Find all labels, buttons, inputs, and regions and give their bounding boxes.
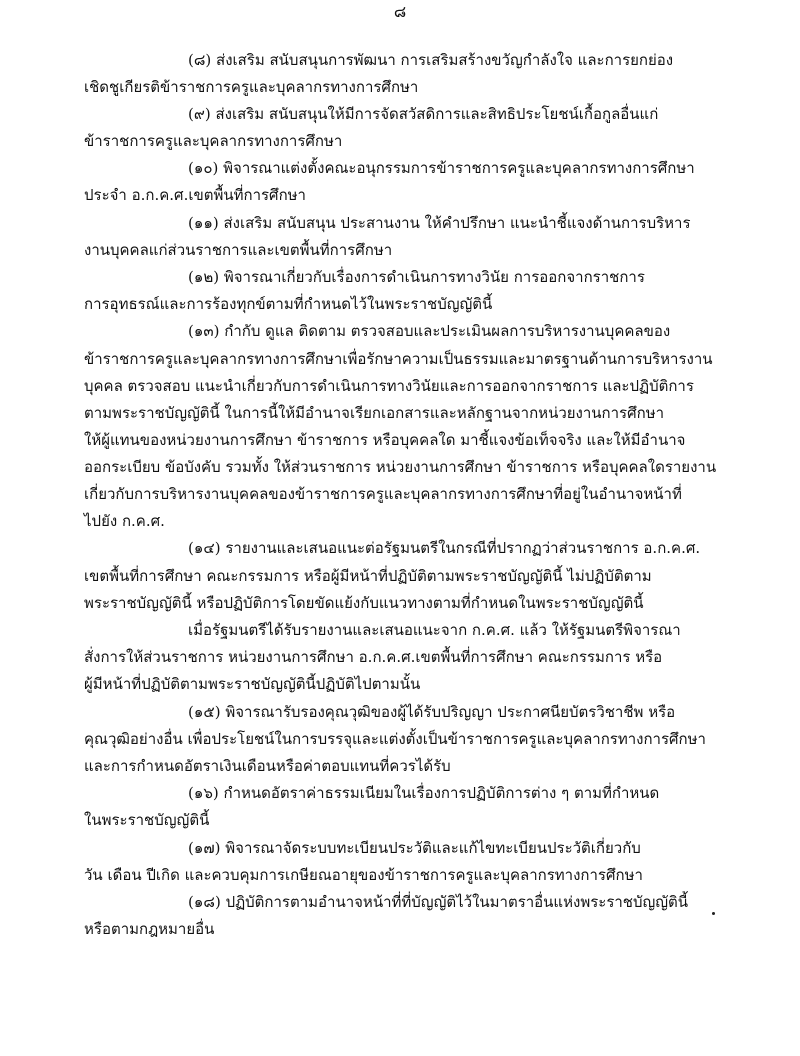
paragraph-17-line-2: วัน เดือน ปีเกิด และควบคุมการเกษียณอายุของข้าราชการครูและบุคลากรทางการศึกษา xyxy=(84,866,643,884)
paragraph-15-line-2: คุณวุฒิอย่างอื่น เพื่อประโยชน์ในการบรรจุและแต่งตั้งเป็นข้าราชการครูและบุคลากรทางการศึกษา xyxy=(84,730,706,748)
paragraph-11-line-2: งานบุคคลแก่ส่วนราชการและเขตพื้นที่การศึกษา xyxy=(84,241,393,259)
paragraph-14-line-1: (๑๔) รายงานและเสนอแนะต่อรัฐมนตรีในกรณีที่ปรากฏว่าส่วนราชการ อ.ก.ค.ศ. xyxy=(188,539,701,557)
paragraph-16-line-2: ในพระราชบัญญัตินี้ xyxy=(84,811,210,829)
paragraph-12-line-2: การอุทธรณ์และการร้องทุกข์ตามที่กำหนดไว้ในพระราชบัญญัตินี้ xyxy=(84,295,493,313)
paragraph-14-line-2: เขตพื้นที่การศึกษา คณะกรรมการ หรือผู้มีหน้าที่ปฏิบัติตามพระราชบัญญัตินี้ ไม่ปฏิบัติตาม xyxy=(84,567,652,585)
paragraph-17-line-1: (๑๗) พิจารณาจัดระบบทะเบียนประวัติและแก้ไขทะเบียนประวัติเกี่ยวกับ xyxy=(188,839,641,857)
paragraph-13-line-5: ให้ผู้แทนของหน่วยงานการศึกษา ข้าราชการ หรือบุคคลใด มาชี้แจงข้อเท็จจริง และให้มีอำนาจ xyxy=(84,431,686,449)
paragraph-12-line-1: (๑๒) พิจารณาเกี่ยวกับเรื่องการดำเนินการทางวินัย การออกจากราชการ xyxy=(188,268,645,286)
paragraph-15-line-3: และการกำหนดอัตราเงินเดือนหรือค่าตอบแทนที่ควรได้รับ xyxy=(84,757,451,775)
paragraph-13-line-3: บุคคล ตรวจสอบ แนะนำเกี่ยวกับการดำเนินการทางวินัยและการออกจากราชการ และปฏิบัติการ xyxy=(84,377,694,395)
paragraph-14b-line-3: ผู้มีหน้าที่ปฏิบัติตามพระราชบัญญัตินี้ปฏิบัติไปตามนั้น xyxy=(84,675,421,693)
paragraph-13-line-1: (๑๓) กำกับ ดูแล ติดตาม ตรวจสอบและประเมินผลการบริหารงานบุคคลของ xyxy=(188,322,671,340)
paragraph-8-line-1: (๘) ส่งเสริม สนับสนุนการพัฒนา การเสริมสร้างขวัญกำลังใจ และการยกย่อง xyxy=(188,51,674,69)
paragraph-18-line-2: หรือตามกฎหมายอื่น xyxy=(84,920,215,938)
paragraph-15-line-1: (๑๕) พิจารณารับรองคุณวุฒิของผู้ได้รับปริญญา ประกาศนียบัตรวิชาชีพ หรือ xyxy=(188,703,676,721)
paragraph-14b-line-2: สั่งการให้ส่วนราชการ หน่วยงานการศึกษา อ.ก.ค.ศ.เขตพื้นที่การศึกษา คณะกรรมการ หรือ xyxy=(84,648,663,666)
paragraph-10-line-2: ประจำ อ.ก.ค.ศ.เขตพื้นที่การศึกษา xyxy=(84,186,306,204)
paragraph-13-line-7: เกี่ยวกับการบริหารงานบุคคลของข้าราชการครูและบุคลากรทางการศึกษาที่อยู่ในอำนาจหน้าที่ xyxy=(84,485,682,503)
page-number: ๘ xyxy=(393,2,407,21)
scan-speck xyxy=(712,912,715,915)
paragraph-18-line-1: (๑๘) ปฏิบัติการตามอำนาจหน้าที่ที่บัญญัติไว้ในมาตราอื่นแห่งพระราชบัญญัตินี้ xyxy=(188,893,689,911)
paragraph-11-line-1: (๑๑) ส่งเสริม สนับสนุน ประสานงาน ให้คำปรึกษา แนะนำชี้แจงด้านการบริหาร xyxy=(188,214,691,232)
paragraph-13-line-8: ไปยัง ก.ค.ศ. xyxy=(84,512,165,530)
paragraph-13-line-4: ตามพระราชบัญญัตินี้ ในการนี้ให้มีอำนาจเรียกเอกสารและหลักฐานจากหน่วยงานการศึกษา xyxy=(84,404,665,422)
paragraph-13-line-6: ออกระเบียบ ข้อบังคับ รวมทั้ง ให้ส่วนราชการ หน่วยงานการศึกษา ข้าราชการ หรือบุคคลใดรายงาน xyxy=(84,458,717,476)
paragraph-10-line-1: (๑๐) พิจารณาแต่งตั้งคณะอนุกรรมการข้าราชการครูและบุคลากรทางการศึกษา xyxy=(188,159,695,177)
paragraph-8-line-2: เชิดชูเกียรติข้าราชการครูและบุคลากรทางการศึกษา xyxy=(84,78,419,96)
paragraph-14-line-3: พระราชบัญญัตินี้ หรือปฏิบัติการโดยขัดแย้งกับแนวทางตามที่กำหนดในพระราชบัญญัตินี้ xyxy=(84,594,644,612)
paragraph-13-line-2: ข้าราชการครูและบุคลากรทางการศึกษาเพื่อรักษาความเป็นธรรมและมาตรฐานด้านการบริหารงาน xyxy=(84,350,713,368)
paragraph-9-line-2: ข้าราชการครูและบุคลากรทางการศึกษา xyxy=(84,132,343,150)
paragraph-9-line-1: (๙) ส่งเสริม สนับสนุนให้มีการจัดสวัสดิการและสิทธิประโยชน์เกื้อกูลอื่นแก่ xyxy=(188,105,659,123)
paragraph-16-line-1: (๑๖) กำหนดอัตราค่าธรรมเนียมในเรื่องการปฏิบัติการต่าง ๆ ตามที่กำหนด xyxy=(188,784,660,802)
paragraph-14b-line-1: เมื่อรัฐมนตรีได้รับรายงานและเสนอแนะจาก ก.ค.ศ. แล้ว ให้รัฐมนตรีพิจารณา xyxy=(188,621,681,639)
